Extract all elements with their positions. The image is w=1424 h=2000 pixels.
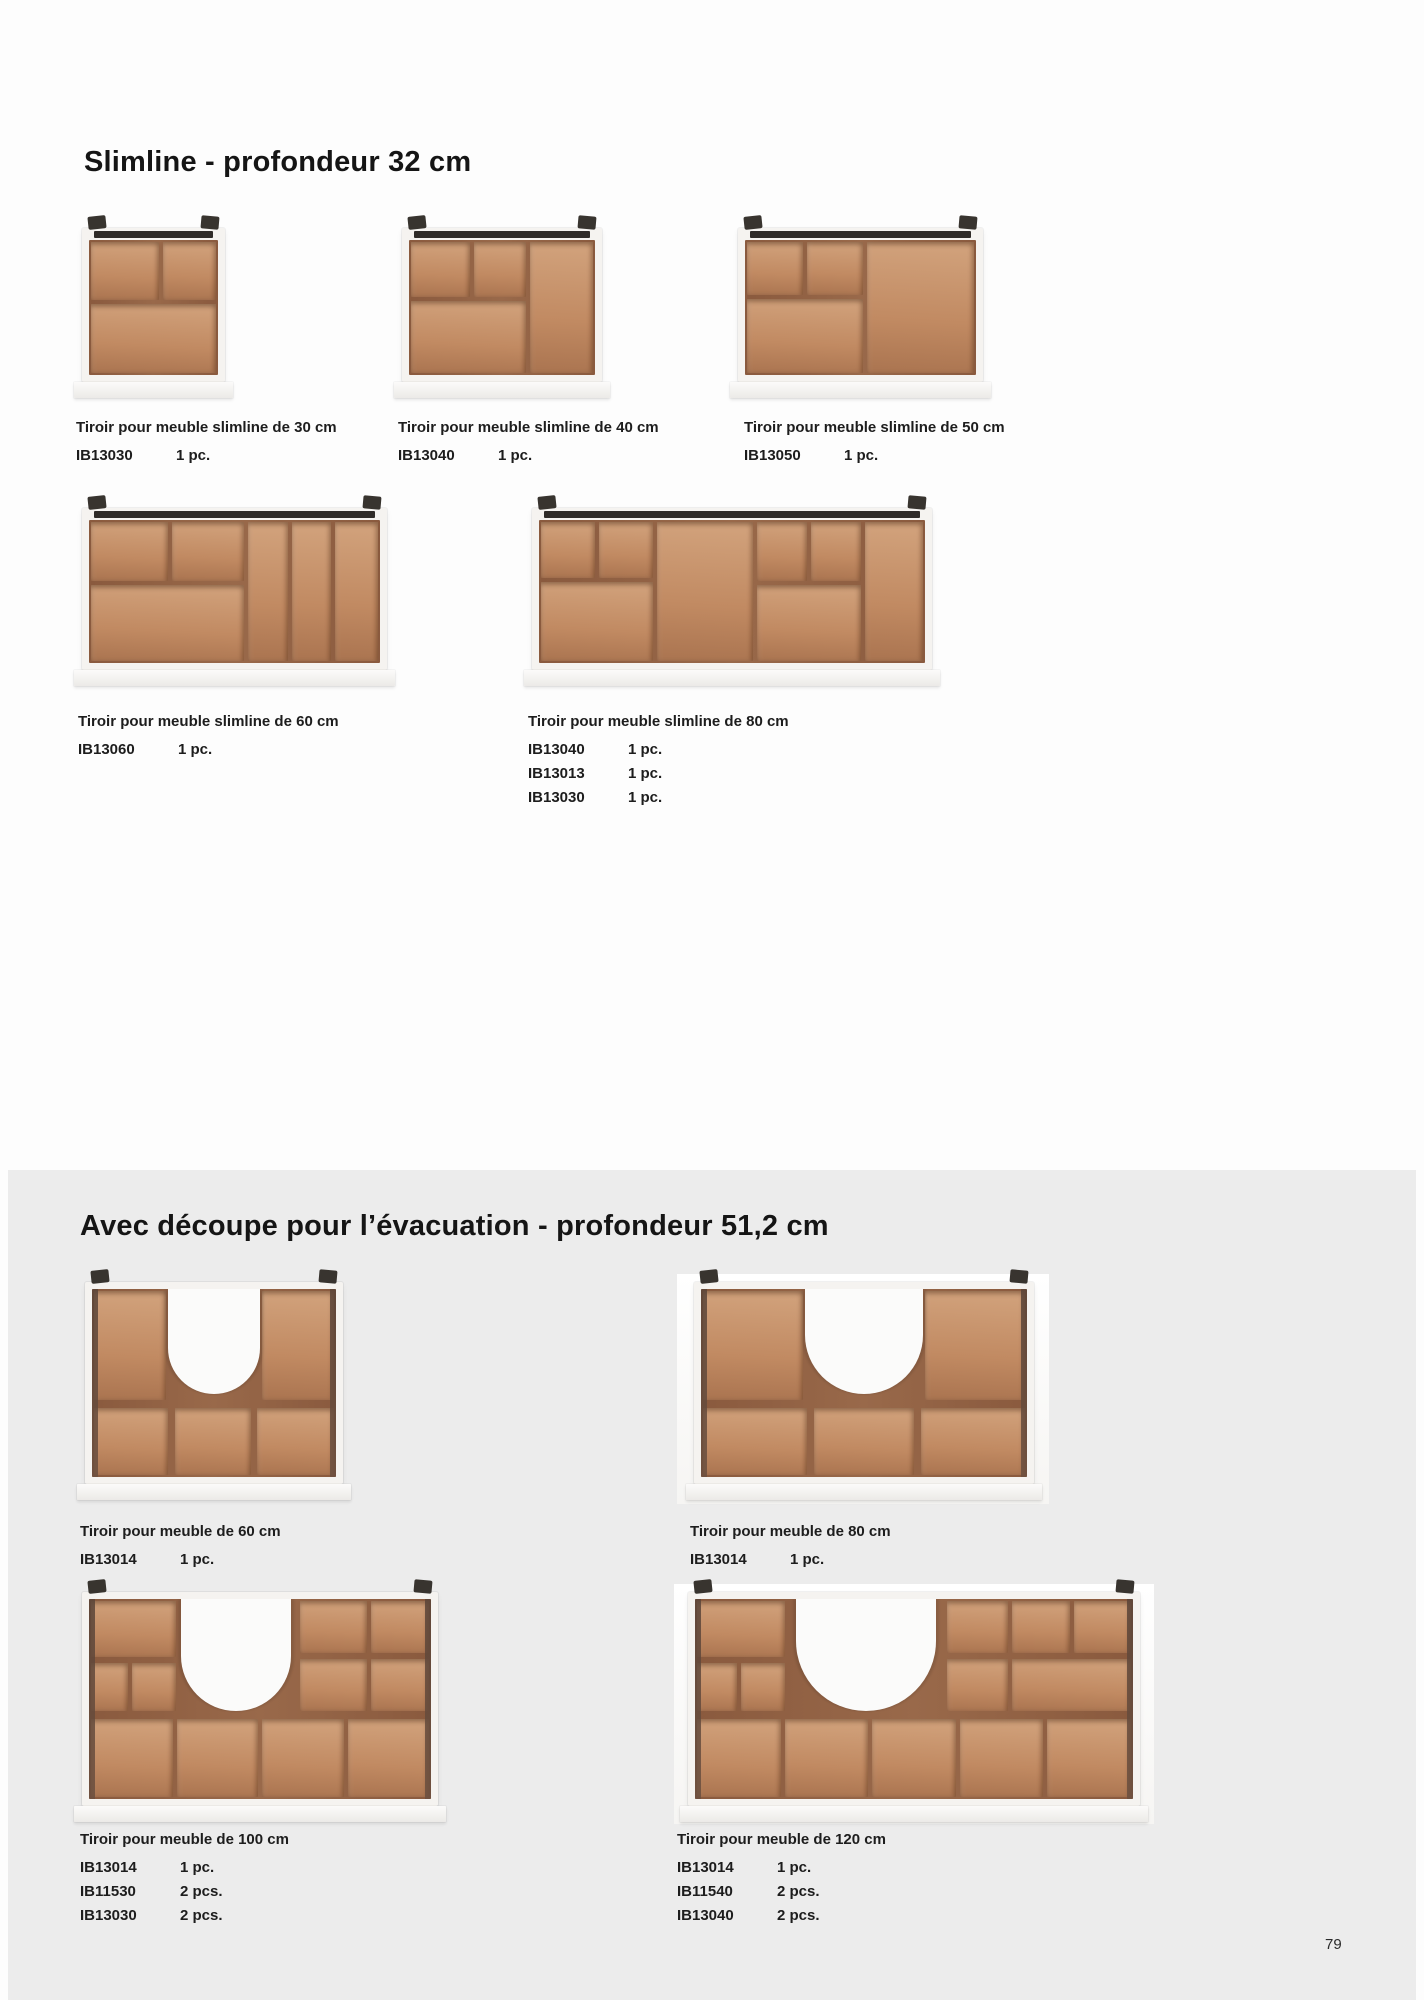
plumbing-cutout <box>168 1289 261 1394</box>
article-row <box>398 444 659 468</box>
compartment <box>91 242 159 300</box>
compartment <box>177 1719 259 1797</box>
product-name: Tiroir pour meuble slimline de 50 cm <box>744 419 1005 436</box>
article-quantity: 2 pcs. <box>777 1907 820 1924</box>
article-quantity: 1 pc. <box>628 741 663 758</box>
article-code: IB13040 <box>677 1907 734 1924</box>
drawer-interior <box>539 520 925 663</box>
compartment <box>947 1601 1009 1653</box>
compartment <box>747 242 803 295</box>
compartment <box>757 522 807 581</box>
drawer-back-rail <box>544 511 920 518</box>
compartment <box>867 242 974 373</box>
compartment <box>91 585 244 661</box>
compartment <box>411 301 526 373</box>
product-photo <box>738 216 983 398</box>
mounting-clip-icon <box>958 215 977 230</box>
plumbing-cutout <box>805 1289 922 1394</box>
compartment <box>530 242 593 373</box>
article-quantity: 1 pc. <box>844 447 879 464</box>
drawer-frame <box>738 228 983 382</box>
compartment <box>262 1719 344 1797</box>
compartment <box>292 522 332 661</box>
article-code: IB13013 <box>528 765 585 782</box>
compartment <box>91 1663 128 1711</box>
product-name: Tiroir pour meuble de 120 cm <box>677 1831 886 1848</box>
mounting-clip-icon <box>90 1269 109 1284</box>
drawer-frame <box>402 228 602 382</box>
side-shadow <box>1127 1599 1133 1799</box>
side-shadow <box>330 1289 336 1477</box>
mounting-clip-icon <box>907 495 926 510</box>
drawer-back-rail <box>94 231 213 238</box>
drawer-frame <box>85 1282 343 1484</box>
plumbing-cutout <box>181 1599 290 1711</box>
drawer-base <box>74 670 395 686</box>
mounting-clip-icon <box>200 215 219 230</box>
drawer-interior <box>89 240 218 375</box>
product-photo <box>402 216 602 398</box>
mounting-clip-icon <box>87 215 106 230</box>
article-quantity: 1 pc. <box>628 789 663 806</box>
drawer-interior <box>89 520 380 663</box>
compartment <box>91 1719 173 1797</box>
compartment <box>474 242 526 297</box>
side-shadow <box>425 1599 431 1799</box>
drawer-back-rail <box>94 511 375 518</box>
compartment <box>300 1601 368 1653</box>
product-photo <box>85 1270 343 1500</box>
product-caption <box>677 1830 886 1928</box>
mounting-clip-icon <box>87 495 106 510</box>
drawer-base <box>524 670 940 686</box>
compartment <box>94 1408 168 1475</box>
compartment <box>657 522 753 661</box>
article-code: IB13014 <box>80 1551 137 1568</box>
article-row <box>528 738 789 762</box>
compartment <box>811 522 861 581</box>
article-code: IB13014 <box>80 1859 137 1876</box>
mounting-clip-icon <box>1115 1579 1134 1594</box>
product-name: Tiroir pour meuble de 80 cm <box>690 1523 891 1540</box>
compartment <box>872 1719 956 1797</box>
compartment <box>814 1408 914 1475</box>
product-photo <box>82 1580 438 1822</box>
mounting-clip-icon <box>577 215 596 230</box>
compartment <box>757 585 861 661</box>
compartment <box>541 582 653 661</box>
product-name: Tiroir pour meuble slimline de 40 cm <box>398 419 659 436</box>
compartment <box>697 1719 781 1797</box>
article-code: IB13030 <box>528 789 585 806</box>
article-quantity: 1 pc. <box>777 1859 812 1876</box>
compartment <box>925 1291 1025 1400</box>
compartment <box>300 1659 368 1711</box>
drawer-frame <box>82 1592 438 1806</box>
article-quantity: 1 pc. <box>628 765 663 782</box>
mounting-clip-icon <box>699 1269 718 1284</box>
compartment <box>348 1719 430 1797</box>
compartment <box>411 242 470 297</box>
drawer-frame <box>532 508 932 670</box>
article-row <box>528 762 789 786</box>
compartment <box>947 1659 1009 1711</box>
compartment <box>91 304 216 373</box>
product-name: Tiroir pour meuble de 100 cm <box>80 1831 289 1848</box>
product-name: Tiroir pour meuble slimline de 30 cm <box>76 419 337 436</box>
drawer-interior <box>89 1599 431 1799</box>
drawer-base <box>74 382 233 398</box>
article-code: IB13050 <box>744 447 801 464</box>
drawer-back-rail <box>414 231 590 238</box>
mounting-clip-icon <box>693 1579 712 1594</box>
article-quantity: 1 pc. <box>498 447 533 464</box>
product-name: Tiroir pour meuble slimline de 60 cm <box>78 713 339 730</box>
article-row <box>677 1856 886 1880</box>
compartment <box>163 242 216 300</box>
product-name: Tiroir pour meuble slimline de 80 cm <box>528 713 789 730</box>
mounting-clip-icon <box>407 215 426 230</box>
mounting-clip-icon <box>362 495 381 510</box>
article-code: IB13040 <box>398 447 455 464</box>
article-quantity: 1 pc. <box>180 1551 215 1568</box>
drawer-interior <box>695 1599 1133 1799</box>
compartment <box>172 522 244 581</box>
article-quantity: 2 pcs. <box>180 1907 223 1924</box>
compartment <box>960 1719 1044 1797</box>
article-quantity: 1 pc. <box>790 1551 825 1568</box>
drawer-interior <box>745 240 976 375</box>
compartment <box>248 522 288 661</box>
compartment <box>1047 1719 1131 1797</box>
side-shadow <box>701 1289 707 1477</box>
section-title-slimline: Slimline - profondeur 32 cm <box>84 146 472 178</box>
compartment <box>697 1663 737 1711</box>
product-caption <box>76 418 337 468</box>
article-row <box>677 1904 886 1928</box>
product-name: Tiroir pour meuble de 60 cm <box>80 1523 281 1540</box>
page-number: 79 <box>1325 1936 1342 1953</box>
compartment <box>91 522 168 581</box>
article-code: IB13060 <box>78 741 135 758</box>
article-code: IB11530 <box>80 1883 136 1900</box>
compartment <box>865 522 923 661</box>
compartment <box>921 1408 1025 1475</box>
compartment <box>785 1719 869 1797</box>
side-shadow <box>695 1599 701 1799</box>
product-caption <box>80 1830 289 1928</box>
product-photo <box>694 1270 1034 1500</box>
product-photo <box>82 216 225 398</box>
compartment <box>175 1408 252 1475</box>
article-quantity: 2 pcs. <box>180 1883 223 1900</box>
article-quantity: 1 pc. <box>176 447 211 464</box>
article-row <box>528 786 789 810</box>
drawer-back-rail <box>750 231 971 238</box>
article-code: IB13014 <box>677 1859 734 1876</box>
product-caption <box>690 1522 891 1572</box>
article-row <box>80 1904 289 1928</box>
product-photo <box>532 496 932 686</box>
mounting-clip-icon <box>537 495 556 510</box>
article-row <box>744 444 1005 468</box>
article-row <box>677 1880 886 1904</box>
product-caption <box>78 712 339 762</box>
compartment <box>599 522 653 578</box>
article-quantity: 2 pcs. <box>777 1883 820 1900</box>
article-quantity: 1 pc. <box>180 1859 215 1876</box>
compartment <box>703 1291 803 1400</box>
article-row <box>80 1856 289 1880</box>
drawer-base <box>680 1806 1148 1822</box>
article-code: IB13040 <box>528 741 585 758</box>
compartment <box>91 1601 176 1657</box>
product-photo <box>82 496 387 686</box>
mounting-clip-icon <box>743 215 762 230</box>
drawer-interior <box>92 1289 336 1477</box>
section-title-decoupe: Avec découpe pour l’évacuation - profondeur 51,2 cm <box>80 1210 829 1242</box>
drawer-interior <box>701 1289 1027 1477</box>
compartment <box>741 1663 785 1711</box>
side-shadow <box>92 1289 98 1477</box>
drawer-base <box>730 382 991 398</box>
drawer-frame <box>82 228 225 382</box>
compartment <box>703 1408 807 1475</box>
drawer-base <box>394 382 610 398</box>
product-caption <box>80 1522 281 1572</box>
compartment <box>262 1291 334 1400</box>
mounting-clip-icon <box>1009 1269 1028 1284</box>
drawer-base <box>77 1484 351 1500</box>
article-row <box>80 1548 281 1572</box>
product-caption <box>528 712 789 810</box>
compartment <box>1012 1601 1069 1653</box>
compartment <box>697 1601 785 1657</box>
compartment <box>94 1291 166 1400</box>
compartment <box>1074 1601 1131 1653</box>
article-code: IB13030 <box>80 1907 137 1924</box>
side-shadow <box>89 1599 95 1799</box>
compartment <box>132 1663 176 1711</box>
compartment <box>371 1659 429 1711</box>
article-row <box>690 1548 891 1572</box>
compartment <box>335 522 378 661</box>
compartment <box>747 299 863 373</box>
mounting-clip-icon <box>87 1579 106 1594</box>
drawer-frame <box>694 1282 1034 1484</box>
drawer-frame <box>82 508 387 670</box>
drawer-base <box>74 1806 446 1822</box>
compartment <box>807 242 863 295</box>
product-caption <box>744 418 1005 468</box>
drawer-base <box>686 1484 1042 1500</box>
mounting-clip-icon <box>318 1269 337 1284</box>
article-row <box>80 1880 289 1904</box>
product-caption <box>398 418 659 468</box>
compartment <box>257 1408 334 1475</box>
side-shadow <box>1021 1289 1027 1477</box>
article-code: IB13030 <box>76 447 133 464</box>
compartment <box>541 522 595 578</box>
mounting-clip-icon <box>413 1579 432 1594</box>
article-quantity: 1 pc. <box>178 741 213 758</box>
article-row <box>76 444 337 468</box>
article-row <box>78 738 339 762</box>
drawer-frame <box>688 1592 1140 1806</box>
compartment <box>1012 1659 1131 1711</box>
article-code: IB11540 <box>677 1883 733 1900</box>
article-code: IB13014 <box>690 1551 747 1568</box>
product-photo <box>688 1580 1140 1822</box>
plumbing-cutout <box>796 1599 936 1711</box>
compartment <box>371 1601 429 1653</box>
drawer-interior <box>409 240 595 375</box>
